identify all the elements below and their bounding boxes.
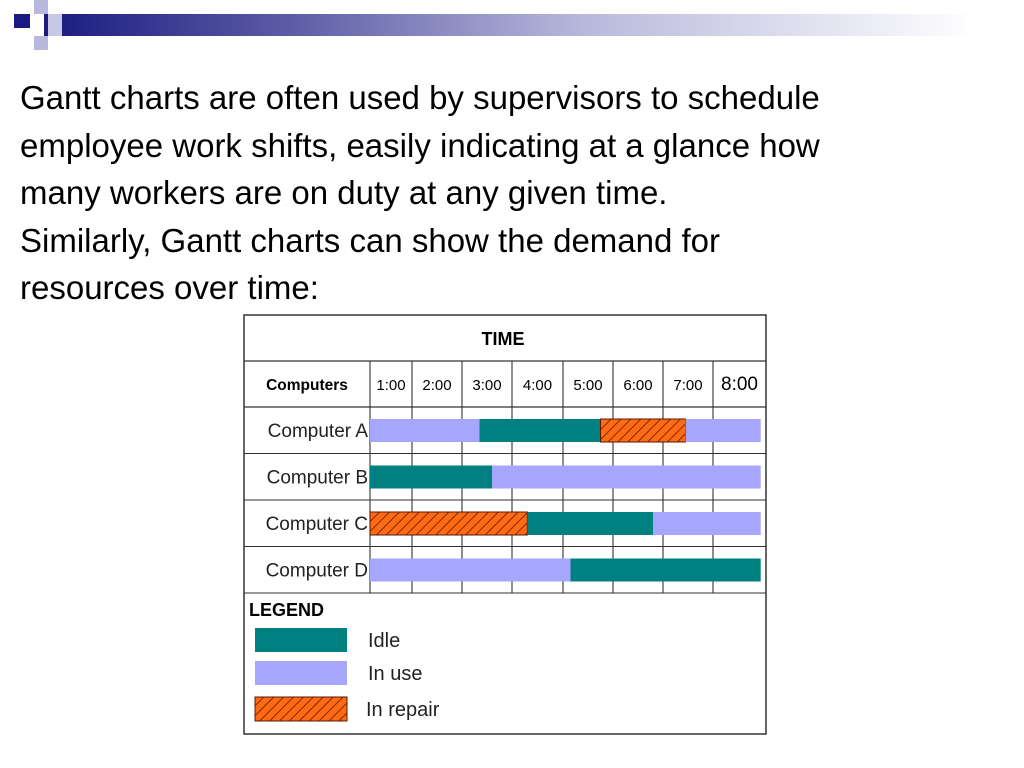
time-tick-label: 1:00 <box>376 377 406 394</box>
gantt-bar-in-repair <box>370 512 527 535</box>
legend-swatch-in-repair <box>255 697 347 721</box>
body-line: Gantt charts are often used by supervisors to schedule <box>20 79 820 116</box>
row-label: Computer C <box>265 514 368 535</box>
gantt-bar-idle <box>480 419 601 442</box>
chart-title: TIME <box>481 329 525 349</box>
time-tick-label: 5:00 <box>573 377 603 394</box>
row-header-label: Computers <box>266 377 348 394</box>
gantt-bar-in-use <box>653 512 761 535</box>
gantt-bar-idle <box>571 559 761 582</box>
row-label: Computer A <box>267 421 368 442</box>
time-tick-label: 2:00 <box>422 377 452 394</box>
gantt-bar-in-use <box>370 559 571 582</box>
time-tick-label: 7:00 <box>673 377 703 394</box>
legend-label: Idle <box>368 630 401 652</box>
gantt-bar-idle <box>527 512 653 535</box>
body-line: many workers are on duty at any given time. <box>20 174 668 211</box>
legend-title: LEGEND <box>249 600 325 620</box>
legend-swatch-idle <box>255 628 347 652</box>
legend-label: In repair <box>366 699 440 721</box>
time-tick-label: 3:00 <box>472 377 502 394</box>
time-tick-label: 4:00 <box>522 377 553 394</box>
legend-label: In use <box>368 663 423 685</box>
row-label: Computer B <box>266 467 368 489</box>
row-label: Computer D <box>265 560 368 582</box>
gantt-bar-idle <box>370 466 492 489</box>
gantt-bar-in-use <box>370 419 480 442</box>
time-tick-label: 6:00 <box>623 377 653 394</box>
body-line: Similarly, Gantt charts can show the demand for <box>20 221 721 259</box>
legend-swatch-in-use <box>255 661 347 685</box>
gantt-bar-in-use <box>492 466 761 489</box>
gantt-bar-in-use <box>686 419 761 442</box>
body-line: employee work shifts, easily indicating at a glance how <box>20 126 820 164</box>
body-line: resources over time: <box>20 269 319 306</box>
time-tick-label: 8:00 <box>721 374 758 395</box>
gantt-bar-in-repair <box>601 419 686 442</box>
